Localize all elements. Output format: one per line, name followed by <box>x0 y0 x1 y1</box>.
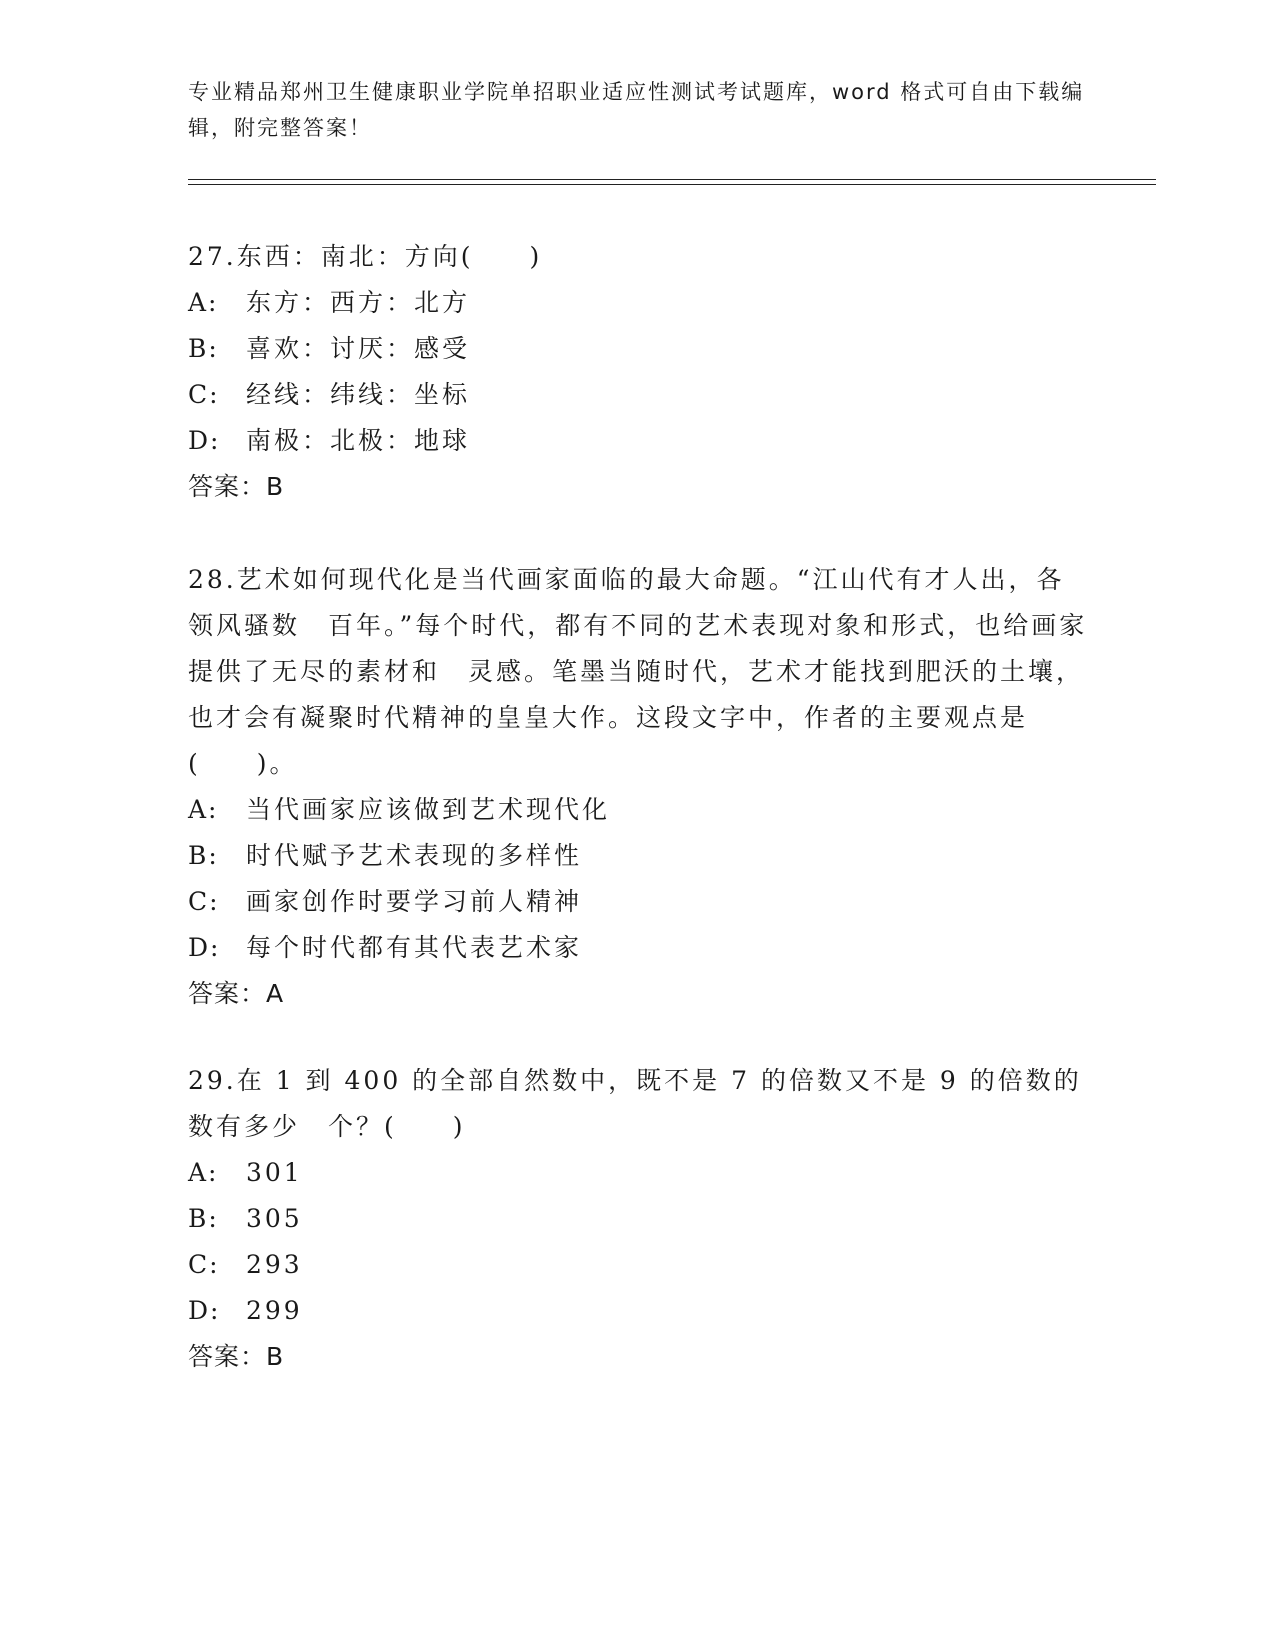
option-text: 时代赋予艺术表现的多样性 <box>246 841 583 870</box>
option-letter: B: <box>188 1204 219 1233</box>
question-stem: 29.在 1 到 400 的全部自然数中，既不是 7 的倍数又不是 9 的倍数的数有多少 个？( ) <box>188 1066 1082 1141</box>
option-c <box>188 879 1088 925</box>
answer-line: 答案：B <box>188 1342 285 1371</box>
option-letter: A: <box>188 1158 219 1187</box>
option-b <box>188 833 1088 879</box>
option-text: 当代画家应该做到艺术现代化 <box>246 795 611 824</box>
answer-line: 答案：A <box>188 979 285 1008</box>
option-text: 经线：纬线：坐标 <box>246 380 471 409</box>
option-letter: A: <box>188 795 219 824</box>
option-a <box>188 787 1088 833</box>
option-letter: D: <box>188 1296 221 1325</box>
question-stem: 28.艺术如何现代化是当代画家面临的最大命题。“江山代有才人出，各领风骚数 百年。”每个时代，都有不同的艺术表现对象和形式，也给画家提供了无尽的素材和 灵感。笔墨当随时代，艺术才能找到肥沃的土壤，也才会有凝聚时代精神的皇皇大作。这段文字中，作者的主要观点是( )。 <box>188 565 1088 778</box>
option-letter: C: <box>188 380 220 409</box>
header-title: 专业精品郑州卫生健康职业学院单招职业适应性测试考试题库，word 格式可自由下载编辑，附完整答案！ <box>188 80 1085 140</box>
option-text: 293 <box>246 1250 303 1279</box>
option-d <box>188 1288 1088 1334</box>
option-letter: A: <box>188 288 219 317</box>
option-letter: D: <box>188 426 221 455</box>
option-c <box>188 1242 1088 1288</box>
document-header <box>188 74 1088 146</box>
option-a <box>188 1150 1088 1196</box>
option-d <box>188 418 1088 464</box>
question-stem: 27.东西：南北：方向( ) <box>188 242 543 271</box>
header-divider-top <box>188 179 1156 180</box>
option-text: 301 <box>246 1158 303 1187</box>
option-text: 喜欢：讨厌：感受 <box>246 334 471 363</box>
answer-line: 答案：B <box>188 472 285 501</box>
option-b <box>188 326 1088 372</box>
option-text: 每个时代都有其代表艺术家 <box>246 933 583 962</box>
option-text: 305 <box>246 1204 303 1233</box>
option-d <box>188 925 1088 971</box>
option-letter: C: <box>188 887 220 916</box>
option-b <box>188 1196 1088 1242</box>
option-text: 南极：北极：地球 <box>246 426 471 455</box>
question-27 <box>188 234 1088 510</box>
option-letter: C: <box>188 1250 220 1279</box>
header-divider-bottom <box>188 184 1156 185</box>
question-29 <box>188 1058 1088 1380</box>
option-letter: B: <box>188 334 219 363</box>
option-c <box>188 372 1088 418</box>
question-28 <box>188 557 1088 1017</box>
option-letter: D: <box>188 933 221 962</box>
option-letter: B: <box>188 841 219 870</box>
option-text: 299 <box>246 1296 303 1325</box>
option-text: 东方：西方：北方 <box>246 288 471 317</box>
option-a <box>188 280 1088 326</box>
option-text: 画家创作时要学习前人精神 <box>246 887 583 916</box>
